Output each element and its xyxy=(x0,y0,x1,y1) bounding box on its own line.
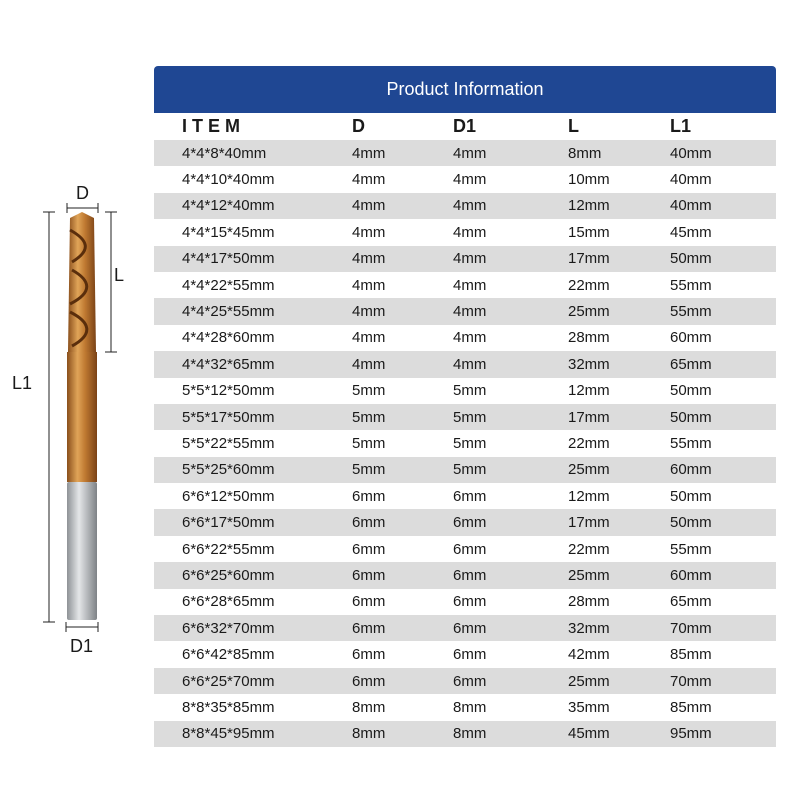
dimension-label-l1: L1 xyxy=(12,373,33,393)
cell-item: 4*4*10*40mm xyxy=(182,171,275,189)
table-row xyxy=(154,193,776,219)
cell-d1: 4mm xyxy=(453,250,487,268)
dimension-label-l: L xyxy=(114,265,125,285)
table-row xyxy=(154,219,776,245)
cell-d: 6mm xyxy=(352,487,386,505)
table-row xyxy=(154,509,776,535)
header-l1: L1 xyxy=(670,116,692,136)
cell-item: 8*8*45*95mm xyxy=(182,725,275,743)
cell-l: 35mm xyxy=(568,698,610,716)
table-row xyxy=(154,721,776,747)
cell-d1: 8mm xyxy=(453,725,487,743)
cell-l: 22mm xyxy=(568,276,610,294)
cell-item: 6*6*22*55mm xyxy=(182,540,275,558)
cell-item: 5*5*12*50mm xyxy=(182,382,275,400)
cell-d: 8mm xyxy=(352,698,386,716)
cell-d: 4mm xyxy=(352,329,386,347)
cell-l1: 55mm xyxy=(670,434,712,452)
cell-item: 4*4*25*55mm xyxy=(182,303,275,321)
cell-l: 22mm xyxy=(568,434,610,452)
cell-d1: 4mm xyxy=(453,171,487,189)
cell-d: 6mm xyxy=(352,619,386,637)
cell-item: 6*6*32*70mm xyxy=(182,619,275,637)
cell-d: 4mm xyxy=(352,355,386,373)
cell-d: 4mm xyxy=(352,223,386,241)
cell-l: 17mm xyxy=(568,250,610,268)
cell-d1: 4mm xyxy=(453,144,487,162)
cell-l: 22mm xyxy=(568,540,610,558)
cell-d: 5mm xyxy=(352,408,386,426)
cell-d1: 5mm xyxy=(453,408,487,426)
table-row xyxy=(154,325,776,351)
cell-d1: 6mm xyxy=(453,672,487,690)
table-row xyxy=(154,272,776,298)
cell-d: 6mm xyxy=(352,566,386,584)
table-title: Product Information xyxy=(154,66,776,113)
cell-d1: 4mm xyxy=(453,329,487,347)
table-row xyxy=(154,298,776,324)
dimension-label-d1: D1 xyxy=(70,636,94,656)
cell-d: 6mm xyxy=(352,540,386,558)
cell-l1: 40mm xyxy=(670,171,712,189)
cell-d1: 5mm xyxy=(453,461,487,479)
cell-l: 17mm xyxy=(568,408,610,426)
cell-item: 6*6*12*50mm xyxy=(182,487,275,505)
cell-l: 12mm xyxy=(568,487,610,505)
table-row xyxy=(154,246,776,272)
table-row xyxy=(154,483,776,509)
cell-l1: 40mm xyxy=(670,144,712,162)
cell-item: 4*4*28*60mm xyxy=(182,329,275,347)
cell-d1: 4mm xyxy=(453,197,487,215)
cell-d1: 4mm xyxy=(453,303,487,321)
drill-bit-illustration xyxy=(0,170,150,670)
cell-d: 4mm xyxy=(352,250,386,268)
cell-l1: 55mm xyxy=(670,276,712,294)
table-row xyxy=(154,351,776,377)
cell-d1: 6mm xyxy=(453,540,487,558)
table-body xyxy=(154,140,776,747)
table-row xyxy=(154,430,776,456)
cell-l1: 50mm xyxy=(670,250,712,268)
cell-d: 6mm xyxy=(352,593,386,611)
cell-item: 4*4*22*55mm xyxy=(182,276,275,294)
cell-l1: 55mm xyxy=(670,303,712,321)
cell-l1: 85mm xyxy=(670,646,712,664)
cell-l: 10mm xyxy=(568,171,610,189)
cell-d: 5mm xyxy=(352,434,386,452)
table-row xyxy=(154,166,776,192)
cell-item: 6*6*25*70mm xyxy=(182,672,275,690)
cell-l1: 50mm xyxy=(670,487,712,505)
cell-l: 17mm xyxy=(568,514,610,532)
cell-item: 4*4*12*40mm xyxy=(182,197,275,215)
cell-d1: 6mm xyxy=(453,593,487,611)
cell-l1: 40mm xyxy=(670,197,712,215)
cell-l: 8mm xyxy=(568,144,602,162)
product-table xyxy=(154,66,776,747)
table-header-row xyxy=(154,113,776,140)
cell-d1: 5mm xyxy=(453,382,487,400)
cell-d1: 4mm xyxy=(453,355,487,373)
cell-d1: 4mm xyxy=(453,276,487,294)
cell-d: 8mm xyxy=(352,725,386,743)
cell-d: 4mm xyxy=(352,303,386,321)
cell-l: 45mm xyxy=(568,725,610,743)
cell-item: 6*6*17*50mm xyxy=(182,514,275,532)
table-row xyxy=(154,694,776,720)
cell-l1: 70mm xyxy=(670,672,712,690)
cell-l: 15mm xyxy=(568,223,610,241)
cell-l1: 50mm xyxy=(670,514,712,532)
cell-item: 4*4*8*40mm xyxy=(182,144,267,162)
cell-l: 32mm xyxy=(568,619,610,637)
cell-l1: 50mm xyxy=(670,408,712,426)
cell-d1: 6mm xyxy=(453,566,487,584)
cell-l1: 65mm xyxy=(670,355,712,373)
cell-item: 4*4*32*65mm xyxy=(182,355,275,373)
table-row xyxy=(154,668,776,694)
cell-item: 5*5*22*55mm xyxy=(182,434,275,452)
table-row xyxy=(154,457,776,483)
cell-l: 32mm xyxy=(568,355,610,373)
cell-l1: 70mm xyxy=(670,619,712,637)
cell-d1: 4mm xyxy=(453,223,487,241)
cell-l1: 55mm xyxy=(670,540,712,558)
cell-l: 12mm xyxy=(568,197,610,215)
header-d: D xyxy=(352,116,365,136)
table-row xyxy=(154,615,776,641)
cell-d: 6mm xyxy=(352,646,386,664)
cell-d1: 5mm xyxy=(453,434,487,452)
table-row xyxy=(154,641,776,667)
table-row xyxy=(154,562,776,588)
cell-d1: 6mm xyxy=(453,514,487,532)
cell-l: 42mm xyxy=(568,646,610,664)
cell-item: 6*6*28*65mm xyxy=(182,593,275,611)
table-row xyxy=(154,378,776,404)
header-d1: D1 xyxy=(453,116,477,136)
cell-l1: 60mm xyxy=(670,329,712,347)
cell-item: 6*6*42*85mm xyxy=(182,646,275,664)
cell-l1: 60mm xyxy=(670,461,712,479)
cell-l: 12mm xyxy=(568,382,610,400)
table-row xyxy=(154,404,776,430)
cell-d: 4mm xyxy=(352,144,386,162)
cell-d1: 6mm xyxy=(453,646,487,664)
cell-item: 5*5*17*50mm xyxy=(182,408,275,426)
cell-l1: 50mm xyxy=(670,382,712,400)
cell-item: 5*5*25*60mm xyxy=(182,461,275,479)
cell-l1: 65mm xyxy=(670,593,712,611)
table-row xyxy=(154,536,776,562)
cell-d: 6mm xyxy=(352,672,386,690)
cell-d: 4mm xyxy=(352,276,386,294)
cell-l: 25mm xyxy=(568,566,610,584)
cell-l: 25mm xyxy=(568,303,610,321)
cell-l1: 85mm xyxy=(670,698,712,716)
cell-d: 6mm xyxy=(352,514,386,532)
dimension-label-d: D xyxy=(76,183,89,203)
cell-l: 25mm xyxy=(568,461,610,479)
header-item: ITEM xyxy=(182,116,245,136)
cell-l1: 45mm xyxy=(670,223,712,241)
cell-d1: 8mm xyxy=(453,698,487,716)
cell-l1: 95mm xyxy=(670,725,712,743)
cell-d: 5mm xyxy=(352,461,386,479)
cell-d1: 6mm xyxy=(453,487,487,505)
header-l: L xyxy=(568,116,579,136)
cell-item: 4*4*15*45mm xyxy=(182,223,275,241)
cell-l: 25mm xyxy=(568,672,610,690)
cell-d: 4mm xyxy=(352,171,386,189)
drill-bit-diagram xyxy=(0,170,150,670)
table-row xyxy=(154,589,776,615)
cell-d: 5mm xyxy=(352,382,386,400)
cell-l1: 60mm xyxy=(670,566,712,584)
table-row xyxy=(154,140,776,166)
cell-item: 8*8*35*85mm xyxy=(182,698,275,716)
cell-d1: 6mm xyxy=(453,619,487,637)
cell-item: 6*6*25*60mm xyxy=(182,566,275,584)
cell-item: 4*4*17*50mm xyxy=(182,250,275,268)
cell-l: 28mm xyxy=(568,593,610,611)
cell-l: 28mm xyxy=(568,329,610,347)
cell-d: 4mm xyxy=(352,197,386,215)
